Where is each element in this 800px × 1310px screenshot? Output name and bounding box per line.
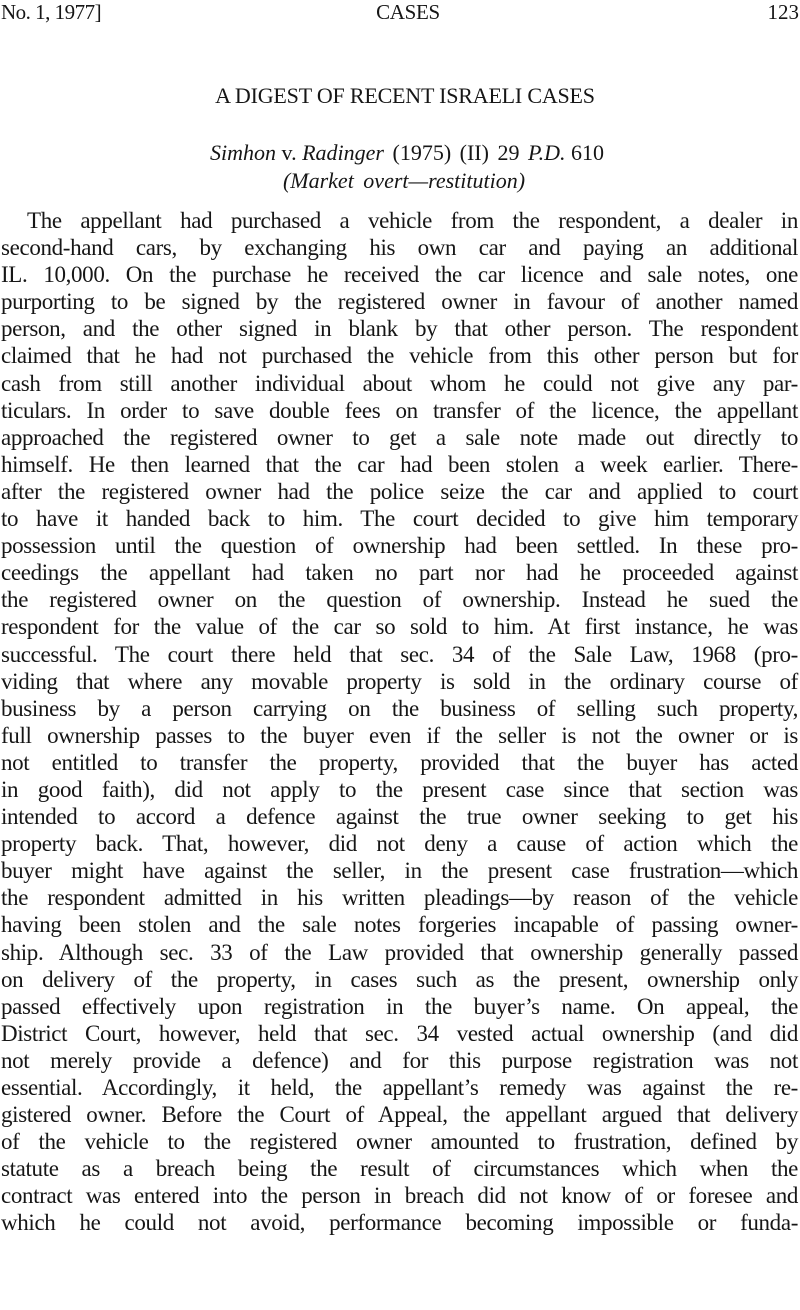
body-line: IL. 10,000. On the purchase he received the car licence and sale notes, one: [1, 262, 798, 288]
issue-info: No. 1, 1977]: [1, 0, 102, 24]
body-line: in good faith), did not apply to the present case since that section was: [1, 776, 798, 802]
body-line: person, and the other signed in blank by that other person. The respondent: [1, 316, 798, 342]
body-line: ticulars. In order to save double fees on transfer of the licence, the appellant: [1, 397, 798, 423]
body-line: successful. The court there held that sec. 34 of the Sale Law, 1968 (pro-: [1, 641, 798, 667]
reporter: P.D.: [527, 140, 566, 165]
body-line: passed effectively upon registration in the buyer’s name. On appeal, the: [1, 993, 798, 1019]
body-line: ship. Although sec. 33 of the Law provided that ownership generally passed: [1, 939, 798, 965]
party-1: Simhon: [210, 140, 277, 165]
body-line: statute as a breach being the result of circumstances which when the: [1, 1156, 798, 1182]
body-line: intended to accord a defence against the true owner seeking to get his: [1, 804, 798, 830]
body-line: not merely provide a defence) and for this purpose registration was not: [1, 1047, 798, 1073]
page-number: 123: [767, 0, 799, 24]
year-volume: (1975) (II) 29: [384, 140, 528, 165]
body-line: claimed that he had not purchased the vehicle from this other person but for: [1, 343, 798, 369]
case-digest-body: [1, 207, 798, 1237]
body-line: gistered owner. Before the Court of Appeal, the appellant argued that delivery: [1, 1102, 798, 1128]
body-line: of the vehicle to the registered owner amounted to frustration, defined by: [1, 1129, 798, 1155]
body-line: himself. He then learned that the car had been stolen a week earlier. There-: [1, 451, 798, 477]
body-line: contract was entered into the person in breach did not know of or foresee and: [1, 1183, 798, 1209]
party-2: Radinger: [302, 140, 384, 165]
body-line: business by a person carrying on the business of selling such property,: [1, 695, 798, 721]
body-line: purporting to be signed by the registered owner in favour of another named: [1, 289, 798, 315]
running-head: [0, 0, 800, 24]
body-line: respondent for the value of the car so sold to him. At first instance, he was: [1, 614, 798, 640]
article-title: A DIGEST OF RECENT ISRAELI CASES: [215, 83, 595, 108]
body-line: District Court, however, held that sec. 34 vested actual ownership (and did: [1, 1020, 798, 1046]
case-subject: (Market overt—restitution): [282, 168, 526, 193]
body-line: cash from still another individual about whom he could not give any par-: [1, 370, 798, 396]
body-line: buyer might have against the seller, in the present case frustration—which: [1, 858, 798, 884]
case-citation: [0, 140, 800, 166]
body-line: full ownership passes to the buyer even if the seller is not the owner or is: [1, 722, 798, 748]
citation-page: 610: [565, 140, 604, 165]
body-line: not entitled to transfer the property, provided that the buyer has acted: [1, 749, 798, 775]
body-line: on delivery of the property, in cases such as the present, ownership only: [1, 966, 798, 992]
body-line: after the registered owner had the police seize the car and applied to court: [1, 478, 798, 504]
body-line: the respondent admitted in his written pleadings—by reason of the vehicle: [1, 885, 798, 911]
body-line: second-hand cars, by exchanging his own car and paying an additional: [1, 235, 798, 261]
body-line: having been stolen and the sale notes forgeries incapable of passing owner-: [1, 912, 798, 938]
body-line: The appellant had purchased a vehicle from the respondent, a dealer in: [27, 208, 798, 233]
body-line: approached the registered owner to get a sale note made out directly to: [1, 424, 798, 450]
body-line: possession until the question of ownership had been settled. In these pro-: [1, 533, 798, 559]
body-line: property back. That, however, did not deny a cause of action which the: [1, 831, 798, 857]
body-line: to have it handed back to him. The court decided to give him temporary: [1, 506, 798, 532]
section-title: CASES: [376, 0, 440, 24]
body-line: which he could not avoid, performance becoming impossible or funda-: [1, 1210, 798, 1236]
body-line: viding that where any movable property is sold in the ordinary course of: [1, 668, 798, 694]
body-line: the registered owner on the question of ownership. Instead he sued the: [1, 587, 798, 613]
body-line: essential. Accordingly, it held, the appellant’s remedy was against the re-: [1, 1075, 798, 1100]
body-line: ceedings the appellant had taken no part nor had he proceeded against: [1, 560, 798, 586]
versus: v.: [276, 140, 303, 165]
